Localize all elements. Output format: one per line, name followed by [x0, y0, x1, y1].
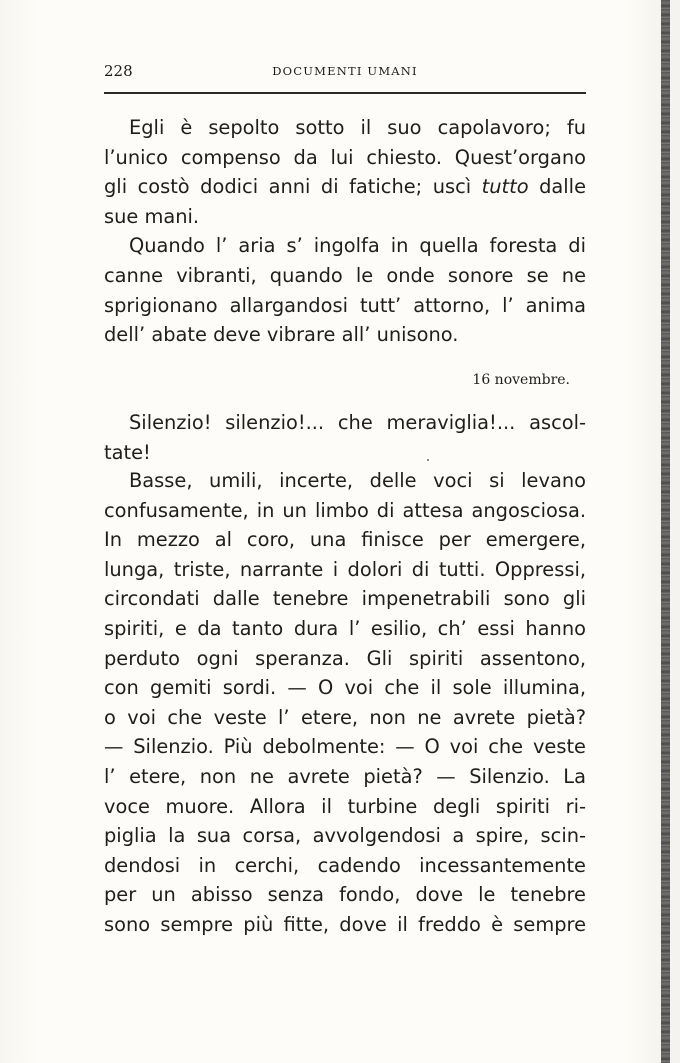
- page-number: 228: [104, 62, 133, 80]
- paragraph-1-line: l’unico compenso da lui chiesto. Quest’organo: [104, 145, 586, 169]
- paragraph-4-line: per un abisso senza fondo, dove le tenebre: [104, 883, 586, 907]
- dateline: 16 novembre.: [472, 372, 570, 388]
- italic-word: tutto: [481, 175, 529, 199]
- text-block-top: [104, 113, 586, 350]
- paragraph-1-line: Egli è sepolto sotto il suo capolavoro; fu: [129, 116, 586, 139]
- paragraph-4-line: perduto ogni speranza. Gli spiriti assentono,: [104, 646, 586, 670]
- text-block-main: [104, 466, 586, 940]
- paragraph-4-line: sono sempre più fitte, dove il freddo è sempre: [104, 912, 586, 936]
- paragraph-4-line: Basse, umili, incerte, delle voci si levano: [129, 469, 586, 492]
- paragraph-4-line: dendosi in cerchi, cadendo incessantemente: [104, 853, 586, 877]
- text-block-exclamation: [104, 408, 586, 467]
- book-spine-shadow: [661, 0, 670, 1063]
- paragraph-1-text: gli costò dodici anni di fatiche; uscì: [104, 175, 482, 199]
- paragraph-4-line: In mezzo al coro, una finisce per emergere,: [104, 528, 586, 552]
- header-rule: [104, 92, 586, 94]
- paragraph-3-line: Silenzio! silenzio!... che meraviglia!... ascol-: [129, 411, 586, 434]
- paragraph-4-line: l’ etere, non ne avrete pietà? — Silenzio. La: [104, 764, 586, 788]
- paragraph-2-line: canne vibranti, quando le onde sonore se ne: [104, 263, 586, 287]
- paragraph-4-line: voce muore. Allora il turbine degli spiriti ri-: [104, 794, 586, 818]
- paragraph-4-line: spiriti, e da tanto dura l’ esilio, ch’ essi hanno: [104, 616, 586, 640]
- page-header: [104, 62, 586, 84]
- paragraph-3-line: tate!: [104, 440, 151, 464]
- paragraph-4-line: circondati dalle tenebre impenetrabili sono gli: [104, 587, 586, 611]
- print-speck: [427, 459, 429, 461]
- paragraph-4-line: piglia la sua corsa, avvolgendosi a spire, scin-: [104, 824, 586, 848]
- paragraph-2-line: Quando l’ aria s’ ingolfa in quella foresta di: [129, 234, 586, 258]
- running-title: DOCUMENTI UMANI: [272, 64, 418, 78]
- paragraph-4-line: con gemiti sordi. — O voi che il sole illumina,: [104, 676, 586, 700]
- page-edge: [670, 0, 680, 1063]
- paragraph-1-text: dalle: [528, 175, 586, 199]
- paragraph-2-line: dell’ abate deve vibrare all’ unisono.: [104, 323, 459, 347]
- paragraph-2-line: sprigionano allargandosi tutt’ attorno, l’ anima: [104, 293, 586, 317]
- paragraph-4-line: confusamente, in un limbo di attesa angosciosa.: [104, 498, 586, 522]
- paragraph-1-line: sue mani.: [104, 204, 200, 228]
- paragraph-1-line: [104, 172, 586, 202]
- paragraph-4-line: — Silenzio. Più debolmente: — O voi che veste: [104, 735, 586, 759]
- paragraph-4-line: o voi che veste l’ etere, non ne avrete pietà?: [104, 705, 586, 729]
- paragraph-4-line: lunga, triste, narrante i dolori di tutti. Oppressi,: [104, 557, 586, 581]
